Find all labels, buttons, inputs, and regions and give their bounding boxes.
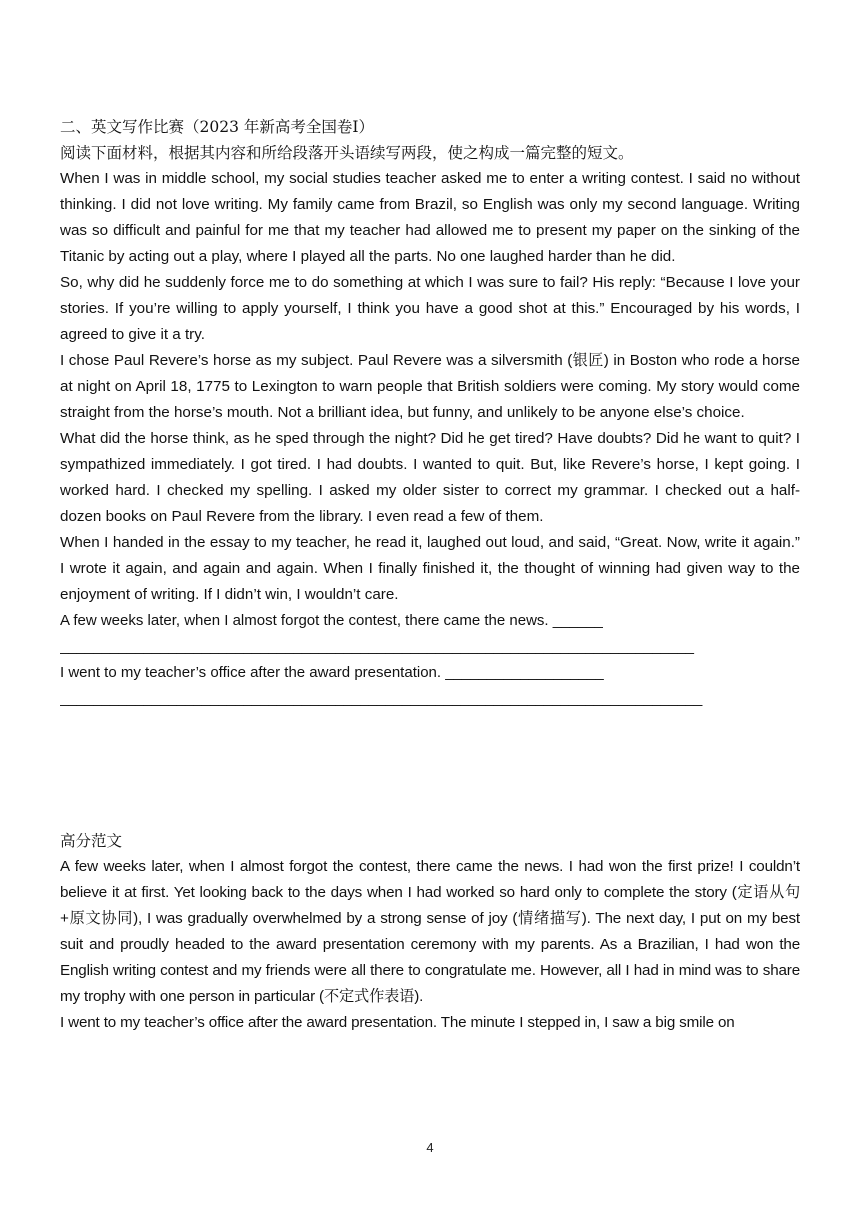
passage-paragraph-5: When I handed in the essay to my teacher, he read it, laughed out loud, and said, “Great. Now, write it again.” I wrote it again, and again and again. When I finally finished it, the thought of winning had given way to the enjoyment of writing. If I didn’t win, I wouldn’t care. bbox=[60, 534, 800, 603]
prompt-1-opening: A few weeks later, when I almost forgot the contest, there came the news. ______ bbox=[60, 612, 603, 629]
page-content bbox=[60, 114, 800, 1036]
passage-paragraph-2: So, why did he suddenly force me to do something at which I was sure to fail? His reply: “Because I love your stories. If you’re willing to apply yourself, I think you have a good shot at this.” Encouraged by his words, I agreed to give it a try. bbox=[60, 274, 800, 343]
page-number: 4 bbox=[426, 1140, 434, 1155]
prompt-1-answer-line: ____________________________________________________________________________ bbox=[60, 638, 695, 655]
instruction-text: 阅读下面材料，根据其内容和所给段落开头语续写两段，使之构成一篇完整的短文。 bbox=[60, 144, 634, 162]
passage-paragraph-4: What did the horse think, as he sped through the night? Did he get tired? Have doubts? Did he want to quit? I sympathized immediately. I got tired. I had doubts. I wanted to quit. But, like Revere’s horse, I kept going. I worked hard. I checked my spelling. I asked my older sister to correct my grammar. I checked out a half-dozen books on Paul Revere from the library. I even read a few of them. bbox=[60, 430, 800, 525]
model-essay-heading: 高分范文 bbox=[60, 832, 123, 850]
model-essay-paragraph-1: A few weeks later, when I almost forgot the contest, there came the news. I had won the first prize! I couldn’t believe it at first. Yet looking back to the days when I had worked so hard only to complete the story (定语从句+原文协同), I was gradually overwhelmed by a strong sense of joy (情绪描写). The next day, I put on my best suit and proudly headed to the award presentation ceremony with my parents. As a Brazilian, I had won the English writing contest and my friends were all there to congratulate me. However, all I had in mind was to share my trophy with one person in particular (不定式作表语). bbox=[60, 858, 800, 1005]
passage-paragraph-3: I chose Paul Revere’s horse as my subject. Paul Revere was a silversmith (银匠) in Boston who rode a horse at night on April 18, 1775 to Lexington to warn people that British soldiers were coming. My story would come straight from the horse’s mouth. Not a brilliant idea, but funny, and unlikely to be anyone else’s choice. bbox=[60, 352, 800, 421]
section-spacer bbox=[60, 712, 800, 828]
prompt-2-opening: I went to my teacher’s office after the award presentation. ___________________ bbox=[60, 664, 604, 681]
model-essay-paragraph-2: I went to my teacher’s office after the award presentation. The minute I stepped in, I saw a big smile on bbox=[60, 1014, 735, 1031]
prompt-2-answer-line: _____________________________________________________________________________ bbox=[60, 690, 703, 707]
section-heading: 二、英文写作比赛（2023 年新高考全国卷Ⅰ） bbox=[60, 118, 374, 136]
passage-paragraph-1: When I was in middle school, my social studies teacher asked me to enter a writing contest. I said no without thinking. I did not love writing. My family came from Brazil, so English was only my second language. Writing was so difficult and painful for me that my teacher had allowed me to present my paper on the sinking of the Titanic by acting out a play, where I played all the parts. No one laughed harder than he did. bbox=[60, 170, 800, 265]
